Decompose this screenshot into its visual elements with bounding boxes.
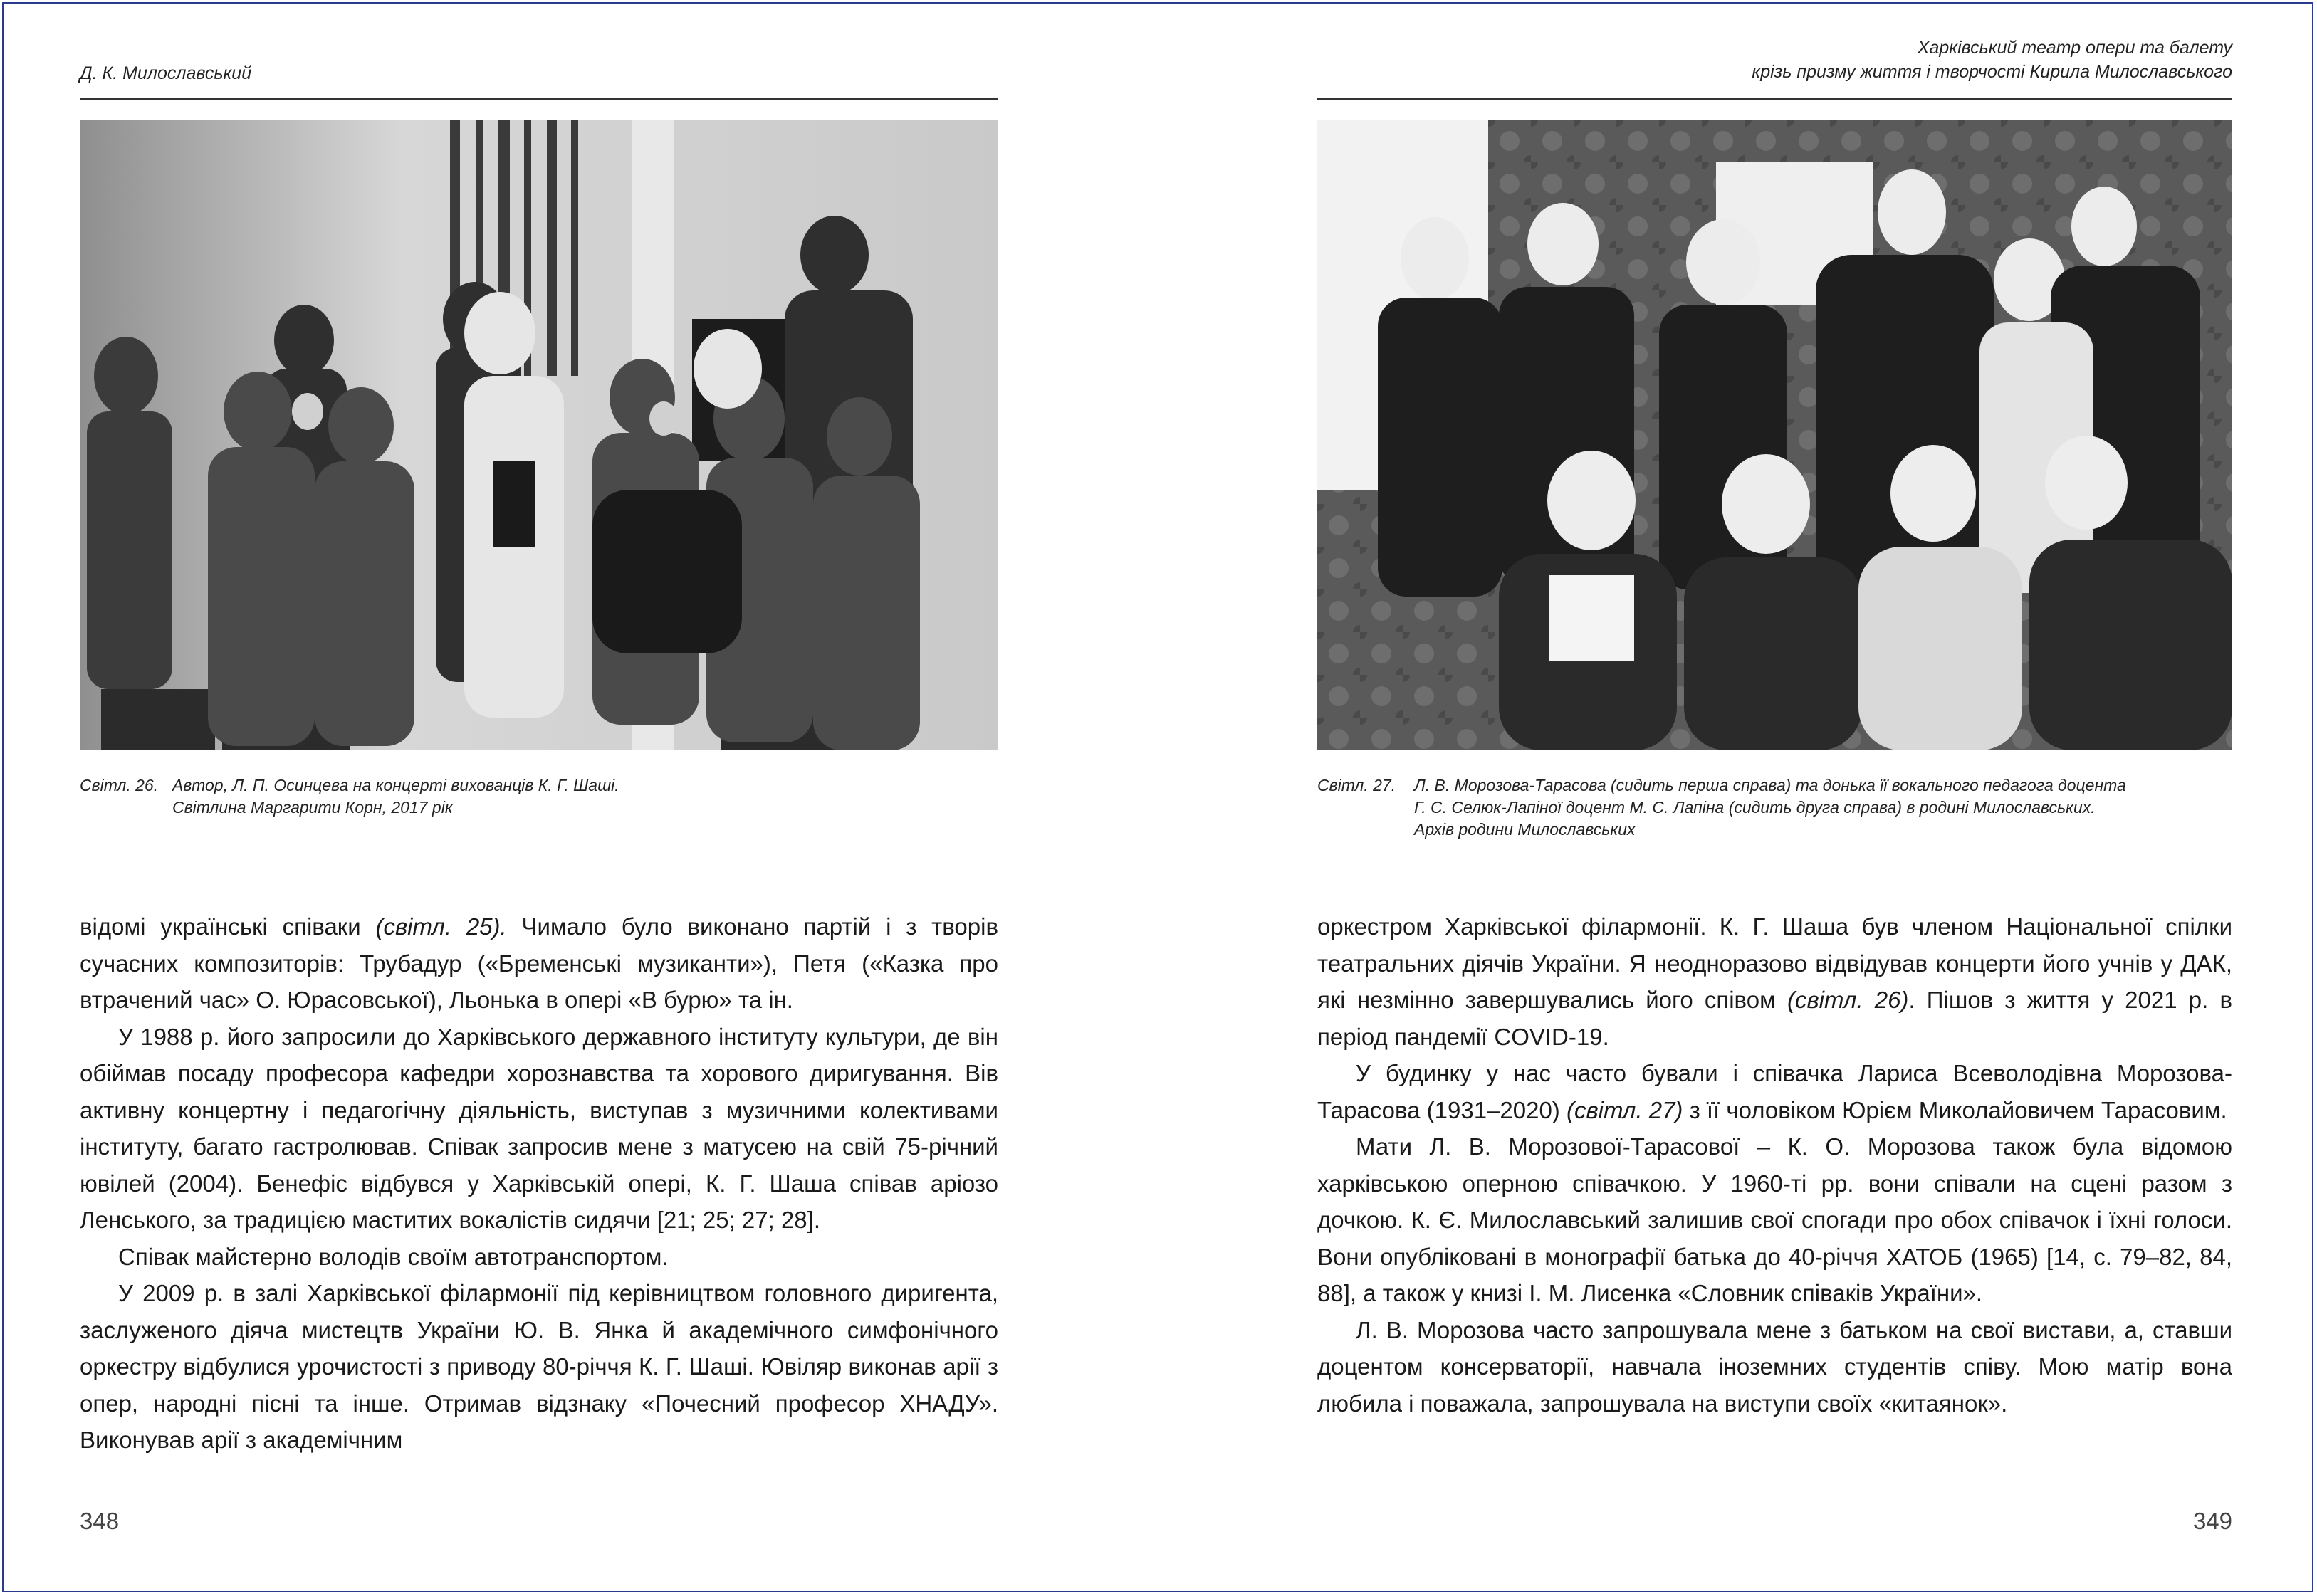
paragraph: Співак майстерно володів своїм автотранспортом. [118, 1243, 669, 1270]
paragraph: Мати Л. В. Морозової-Тарасової – К. О. Морозова також була відомою харківською оперною співачкою. У 1960-ті рр. вони співали на сцені разом з дочкою. К. Є. Милославський залишив свої спогади про обох співачок і їхні голоси. Вони опубліковані в монографії батька до 40-річчя ХАТОБ (1965) [14, с. 79–82, 84, 88], а також у книзі І. М. Лисенка «Словник співаків України». [1317, 1133, 2232, 1306]
running-head-author: Д. К. Милославський [80, 63, 252, 83]
caption-line: Автор, Л. П. Осинцева на концерті вихованців К. Г. Шаші. [172, 776, 619, 794]
caption-line: Л. В. Морозова-Тарасова (сидить перша справа) та донька її вокального педагога доцента [1414, 776, 2126, 794]
photo-concert-group [80, 120, 998, 750]
figure-reference: (світл. 25). [375, 913, 507, 940]
paragraph [80, 908, 998, 1019]
photo-family-archive [1317, 120, 2232, 750]
header-rule [1317, 98, 2232, 100]
running-head-line: Харківський театр опери та балету [1917, 38, 2232, 58]
paragraph-text: з її чоловіком Юрієм Миколайовичем Тарасовим. [1683, 1096, 2227, 1123]
photo-family-archive-image [1317, 120, 2232, 750]
caption-line: Світлина Маргарити Корн, 2017 рік [172, 798, 453, 817]
photo-caption [80, 775, 998, 819]
page-number: 348 [80, 1508, 120, 1534]
left-page [80, 0, 998, 1596]
running-head-line: крізь призму життя і творчості Кирила Милославського [1752, 62, 2232, 82]
right-page [1317, 0, 2232, 1596]
figure-reference: (світл. 26) [1787, 987, 1909, 1013]
caption-label: Світл. 26. [80, 776, 159, 794]
running-head-title [1317, 36, 2232, 84]
page-number: 349 [2192, 1508, 2232, 1534]
caption-line: Архів родини Милославських [1414, 820, 1636, 839]
paragraph-text: У будинку у нас часто бували і співачка Лариса Всеволодівна Морозова-Тарасова (1931–2020) [1317, 1060, 2232, 1123]
body-text [1317, 908, 2232, 1422]
paragraph-text: оркестром Харківської філармонії. К. Г. Шаша був членом Національної спілки театральних діячів України. Я неодноразово відвідував концерти його учнів у ДАК, які незмінно завершувались його співом [1317, 913, 2232, 1013]
body-text [80, 908, 998, 1459]
caption-label: Світл. 27. [1317, 776, 1396, 794]
figure-reference: (світл. 27) [1566, 1096, 1683, 1123]
paragraph-text: Чимало було виконано партій і з творів сучасних композиторів: Трубадур («Бременські музиканти»), Петя («Казка про втрачений час» О. Юрасовської), Льонька в опері «В бурю» та ін. [80, 913, 998, 1013]
header-rule [80, 98, 998, 100]
photo-concert-group-image [80, 120, 998, 750]
paragraph [1317, 1055, 2232, 1128]
paragraph: У 1988 р. його запросили до Харківського державного інституту культури, де він обіймав посаду професора кафедри хорознавства та хорового диригування. Вів активну концертну і педагогічну діяльність, виступав з музичними колективами інституту, багато гастролював. Співак запросив мене з матусею на свій 75-річний ювілей (2004). Бенефіс відбувся у Харківській опері, К. Г. Шаша співав аріозо Ленського, за традицією маститих вокалістів сидячи [21; 25; 27; 28]. [80, 1023, 998, 1233]
paragraph: У 2009 р. в залі Харківської філармонії під керівництвом головного диригента, заслуженого діяча мистецтв України Ю. В. Янка й академічного симфонічного оркестру відбулися урочистості з приводу 80-річчя К. Г. Шаші. Ювіляр виконав арії з опер, народні пісні та інше. Отримав відзнаку «Почесний професор ХНАДУ». Виконував арії з академічним [80, 1280, 998, 1453]
caption-line: Г. С. Селюк-Лапіної доцент М. С. Лапіна (сидить друга справа) в родині Милославських. [1414, 798, 2096, 817]
paragraph-text: . Пішов з життя у 2021 р. в період пандемії COVID-19. [1317, 987, 2233, 1050]
photo-caption [1317, 775, 2232, 841]
paragraph [1317, 908, 2232, 1055]
paragraph: Л. В. Морозова часто запрошувала мене з батьком на свої вистави, а, ставши доцентом консерваторії, навчала іноземних студентів співу. Мою матір вона любила і поважала, запрошувала на виступи своїх «китаянок». [1317, 1316, 2232, 1417]
paragraph-text: відомі українські співаки [80, 913, 376, 940]
